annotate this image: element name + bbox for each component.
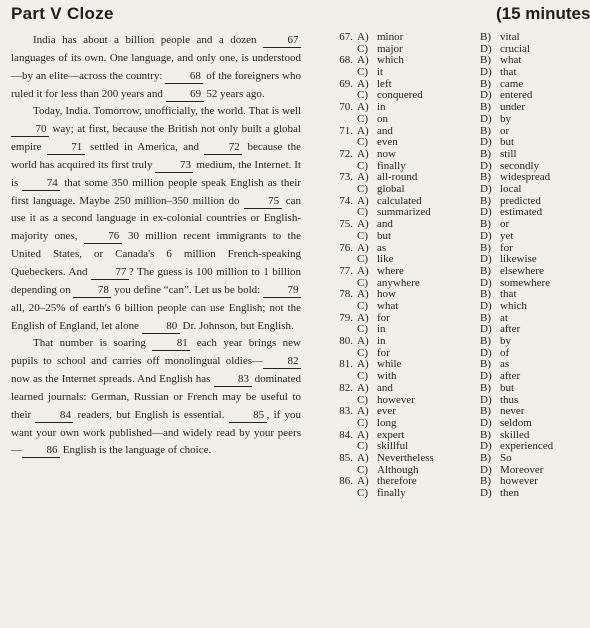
paragraph-1: [11, 32, 301, 103]
option-d[interactable]: by: [500, 112, 511, 125]
option-c-label: C): [357, 42, 368, 55]
passage-text: now as the Internet spreads. And English has: [11, 373, 214, 386]
option-a-label: A): [357, 381, 369, 394]
option-b-label: B): [480, 288, 491, 301]
option-c-label: C): [357, 136, 368, 149]
option-d-label: D): [480, 42, 492, 55]
question-options: [330, 453, 580, 476]
blank-67: 67: [263, 34, 301, 48]
blank-85: 85: [229, 409, 267, 423]
option-d-label: D): [480, 323, 492, 336]
blank-81: 81: [152, 337, 190, 351]
option-a-label: A): [357, 452, 369, 465]
option-c-label: C): [357, 393, 368, 406]
option-c-label: C): [357, 323, 368, 336]
passage-text: can use it as a second language in ex-colonial countries or English-majority ones,: [11, 194, 302, 243]
question-options: [330, 266, 580, 289]
option-a[interactable]: expert: [377, 428, 405, 441]
option-a[interactable]: left: [377, 77, 392, 90]
passage-text: all, 20–25% of earth's 6 billion people can use English; not the English of England, let alone: [11, 301, 301, 332]
option-b[interactable]: that: [500, 288, 517, 301]
option-c[interactable]: long: [377, 416, 397, 429]
option-b-label: B): [480, 54, 491, 67]
option-d-label: D): [480, 136, 492, 149]
option-c[interactable]: Although: [377, 463, 419, 476]
option-c[interactable]: finally: [377, 159, 406, 172]
option-a-label: A): [357, 194, 369, 207]
option-b[interactable]: never: [500, 405, 525, 418]
option-b[interactable]: predicted: [500, 194, 541, 207]
option-d[interactable]: entered: [500, 89, 533, 102]
option-c[interactable]: but: [377, 229, 392, 242]
option-a-label: A): [357, 31, 369, 43]
blank-68: 68: [165, 70, 203, 84]
question-options: [330, 243, 580, 266]
option-c[interactable]: for: [377, 346, 390, 359]
option-b-label: B): [480, 31, 491, 43]
option-d-label: D): [480, 159, 492, 172]
option-b-label: B): [480, 358, 491, 371]
option-c[interactable]: global: [377, 183, 405, 196]
option-d-label: D): [480, 206, 492, 219]
blank-72: 72: [204, 141, 242, 155]
option-b[interactable]: skilled: [500, 428, 530, 441]
option-a[interactable]: and: [377, 218, 393, 231]
question-number: 75.: [339, 218, 353, 231]
option-a-label: A): [357, 147, 369, 160]
option-b-label: B): [480, 171, 491, 184]
option-d-label: D): [480, 370, 492, 383]
option-b-label: B): [480, 475, 491, 488]
option-b[interactable]: elsewhere: [500, 264, 544, 277]
option-c-label: C): [357, 440, 368, 453]
question-options: [330, 476, 580, 499]
option-c[interactable]: like: [377, 253, 394, 266]
option-d[interactable]: crucial: [500, 42, 530, 55]
option-c[interactable]: however: [377, 393, 415, 406]
passage-text: way; at first, because the British not only built a global empire: [11, 123, 301, 154]
question-number: 84.: [339, 428, 353, 441]
option-c-label: C): [357, 276, 368, 289]
option-c[interactable]: even: [377, 136, 398, 149]
passage-text: English is the language of choice.: [60, 444, 212, 457]
question-number: 71.: [339, 124, 353, 137]
option-b[interactable]: still: [500, 147, 517, 160]
option-d-label: D): [480, 440, 492, 453]
question-options: [330, 219, 580, 242]
question-number: 72.: [339, 147, 353, 160]
option-c[interactable]: finally: [377, 487, 406, 500]
question-number: 83.: [339, 405, 353, 418]
option-a[interactable]: therefore: [377, 475, 417, 488]
option-c[interactable]: major: [377, 42, 403, 55]
option-a-label: A): [357, 101, 369, 114]
option-a[interactable]: as: [377, 241, 387, 254]
passage-text: 30 million recent immigrants to the United States, or Canada's 6 million French-speaking Quebeckers. And: [11, 230, 301, 278]
option-c-label: C): [357, 487, 368, 500]
option-d[interactable]: thus: [500, 393, 519, 406]
option-b[interactable]: came: [500, 77, 524, 90]
blank-84: 84: [35, 409, 73, 423]
option-b-label: B): [480, 101, 491, 114]
option-a-label: A): [357, 335, 369, 348]
option-b[interactable]: what: [500, 54, 522, 67]
question-options: [330, 383, 580, 406]
option-a[interactable]: calculated: [377, 194, 422, 207]
option-b[interactable]: by: [500, 335, 511, 348]
option-d[interactable]: likewise: [500, 253, 537, 266]
option-b-label: B): [480, 428, 491, 441]
option-a-label: A): [357, 288, 369, 301]
option-c-label: C): [357, 183, 368, 196]
option-b-label: B): [480, 311, 491, 324]
section-title: Part V Cloze: [11, 4, 114, 23]
blank-77: 77: [91, 266, 129, 280]
question-options: [330, 289, 580, 312]
blank-74: 74: [22, 177, 60, 191]
option-a[interactable]: which: [377, 54, 404, 67]
passage-text: of the foreigners who ruled it for less than 200 years and: [11, 69, 301, 100]
option-d[interactable]: after: [500, 370, 521, 383]
option-c-label: C): [357, 346, 368, 359]
option-b-label: B): [480, 147, 491, 160]
time-note: (15 minutes: [496, 4, 590, 23]
option-b[interactable]: as: [500, 358, 510, 371]
passage-text: Today, India. Tomorrow, unofficially, the world. That is well: [33, 105, 301, 118]
option-d-label: D): [480, 66, 492, 79]
passage-text: because the world has acquired its first truly: [11, 141, 301, 171]
passage-text: each year brings new pupils to school and carries off monolingual oldies—: [11, 337, 302, 368]
question-options: [330, 172, 580, 195]
option-c[interactable]: summarized: [377, 206, 431, 219]
blank-69: 69: [166, 88, 204, 102]
option-c-label: C): [357, 159, 368, 172]
option-c-label: C): [357, 463, 368, 476]
option-c[interactable]: on: [377, 112, 388, 125]
option-d[interactable]: which: [500, 299, 527, 312]
option-a-label: A): [357, 218, 369, 231]
passage-text: India has about a billion people and a dozen: [33, 34, 263, 46]
option-b-label: B): [480, 452, 491, 465]
passage-text: languages of its own. One language, and only one, is understood—by an elite—across the country:: [11, 51, 301, 82]
option-c[interactable]: conquered: [377, 89, 423, 102]
passage-text: , if you want your own work published—and widely read by your peers—: [11, 408, 301, 457]
blank-86: 86: [22, 444, 60, 458]
option-d-label: D): [480, 229, 492, 242]
option-c-label: C): [357, 416, 368, 429]
option-a[interactable]: now: [377, 147, 396, 160]
option-a-label: A): [357, 358, 369, 371]
question-options: [330, 359, 580, 382]
passage-text: that some 350 million people speak English as their first language. Maybe 250 million–350 million do: [11, 176, 301, 207]
option-a[interactable]: for: [377, 311, 390, 324]
question-options: [330, 336, 580, 359]
option-b-label: B): [480, 335, 491, 348]
question-number: 76.: [339, 241, 353, 254]
option-a-label: A): [357, 77, 369, 90]
question-number: 70.: [339, 101, 353, 114]
question-number: 67.: [339, 31, 353, 43]
option-b-label: B): [480, 124, 491, 137]
option-d-label: D): [480, 416, 492, 429]
option-d[interactable]: then: [500, 487, 519, 500]
option-c-label: C): [357, 370, 368, 383]
option-b-label: B): [480, 194, 491, 207]
option-a[interactable]: and: [377, 124, 393, 137]
option-d[interactable]: yet: [500, 229, 514, 242]
option-d-label: D): [480, 487, 492, 500]
option-b[interactable]: for: [500, 241, 513, 254]
passage-text: readers, but English is essential.: [73, 408, 229, 421]
paragraph-3: [11, 335, 301, 460]
option-d[interactable]: Moreover: [500, 463, 544, 476]
option-d-label: D): [480, 276, 492, 289]
option-c[interactable]: anywhere: [377, 276, 420, 289]
question-options: [330, 196, 580, 219]
blank-71: 71: [47, 141, 85, 155]
question-number: 86.: [339, 475, 353, 488]
option-d-label: D): [480, 112, 492, 125]
question-number: 81.: [339, 358, 353, 371]
passage-text: 52 years ago.: [203, 87, 265, 100]
blank-80: 80: [142, 320, 180, 334]
option-a[interactable]: while: [377, 358, 402, 371]
option-a[interactable]: in: [377, 101, 386, 114]
passage-text: ? The guess is 100 million to 1 billion depending on: [11, 265, 301, 296]
option-d[interactable]: estimated: [500, 206, 543, 219]
option-c-label: C): [357, 112, 368, 125]
option-a-label: A): [357, 405, 369, 418]
option-a[interactable]: in: [377, 335, 386, 348]
option-d-label: D): [480, 253, 492, 266]
option-c[interactable]: in: [377, 323, 386, 336]
option-b[interactable]: widespread: [500, 171, 551, 184]
option-a[interactable]: how: [377, 288, 396, 301]
question-options: [330, 313, 580, 336]
passage-text: dominated learned journals: German, Russian or French may be useful to their: [11, 373, 301, 421]
option-c-label: C): [357, 229, 368, 242]
option-d[interactable]: seldom: [500, 416, 532, 429]
question-number: 78.: [339, 288, 353, 301]
option-d[interactable]: but: [500, 136, 515, 149]
question-options: [330, 430, 580, 453]
cloze-passage: [11, 32, 301, 460]
passage-text: you define “can”. Let us be bold:: [111, 283, 263, 296]
option-d-label: D): [480, 346, 492, 359]
option-c-label: C): [357, 253, 368, 266]
option-a-label: A): [357, 54, 369, 67]
option-c[interactable]: it: [377, 66, 384, 79]
question-number: 77.: [339, 264, 353, 277]
option-d-label: D): [480, 299, 492, 312]
option-c-label: C): [357, 299, 368, 312]
option-b-label: B): [480, 77, 491, 90]
option-b[interactable]: or: [500, 124, 510, 137]
question-options: [330, 149, 580, 172]
paragraph-2: [11, 103, 301, 335]
option-c[interactable]: with: [377, 370, 397, 383]
option-a-label: A): [357, 171, 369, 184]
option-c[interactable]: what: [377, 299, 399, 312]
option-b-label: B): [480, 264, 491, 277]
option-d[interactable]: experienced: [500, 440, 554, 453]
option-c[interactable]: skillful: [377, 440, 409, 453]
option-a[interactable]: Nevertheless: [377, 452, 434, 465]
option-d[interactable]: of: [500, 346, 510, 359]
option-b-label: B): [480, 405, 491, 418]
option-b[interactable]: under: [500, 101, 526, 114]
option-a-label: A): [357, 311, 369, 324]
option-b[interactable]: but: [500, 381, 515, 394]
question-options: [330, 55, 580, 78]
passage-text: medium, the Internet. It is: [11, 158, 301, 189]
blank-82: 82: [263, 355, 301, 369]
blank-75: 75: [244, 195, 282, 209]
question-number: 85.: [339, 452, 353, 465]
option-a-label: A): [357, 428, 369, 441]
option-a-label: A): [357, 124, 369, 137]
option-d-label: D): [480, 89, 492, 102]
option-c-label: C): [357, 89, 368, 102]
question-options: [330, 32, 580, 55]
option-b-label: B): [480, 241, 491, 254]
option-d[interactable]: after: [500, 323, 521, 336]
option-d[interactable]: that: [500, 66, 517, 79]
blank-70: 70: [11, 123, 49, 137]
option-b[interactable]: at: [500, 311, 508, 324]
option-b[interactable]: So: [500, 452, 512, 465]
option-d-label: D): [480, 183, 492, 196]
option-b[interactable]: vital: [500, 31, 520, 43]
answer-options: [330, 32, 580, 500]
question-options: [330, 79, 580, 102]
option-a[interactable]: where: [377, 264, 404, 277]
blank-78: 78: [73, 284, 111, 298]
passage-text: That number is soaring: [33, 337, 153, 350]
option-b[interactable]: however: [500, 475, 538, 488]
question-number: 79.: [339, 311, 353, 324]
passage-text: Dr. Johnson, but English.: [179, 319, 294, 332]
blank-83: 83: [214, 373, 252, 387]
option-d[interactable]: secondly: [500, 159, 540, 172]
option-a[interactable]: all-round: [377, 171, 418, 184]
blank-79: 79: [263, 284, 301, 298]
question-options: [330, 102, 580, 125]
option-b-label: B): [480, 381, 491, 394]
option-a-label: A): [357, 241, 369, 254]
option-d-label: D): [480, 463, 492, 476]
question-number: 73.: [339, 171, 353, 184]
question-number: 69.: [339, 77, 353, 90]
question-options: [330, 126, 580, 149]
option-a-label: A): [357, 475, 369, 488]
option-a-label: A): [357, 264, 369, 277]
passage-text: settled in America, and: [84, 141, 205, 154]
question-number: 80.: [339, 335, 353, 348]
option-d-label: D): [480, 393, 492, 406]
option-d[interactable]: somewhere: [500, 276, 551, 289]
option-c-label: C): [357, 66, 368, 79]
question-options: [330, 406, 580, 429]
option-a[interactable]: minor: [377, 31, 404, 43]
option-b-label: B): [480, 218, 491, 231]
section-header: [0, 0, 590, 30]
blank-76: 76: [84, 230, 122, 244]
option-c-label: C): [357, 206, 368, 219]
question-number: 74.: [339, 194, 353, 207]
option-b[interactable]: or: [500, 218, 510, 231]
option-d[interactable]: local: [500, 183, 522, 196]
question-number: 82.: [339, 381, 353, 394]
option-a[interactable]: and: [377, 381, 393, 394]
option-a[interactable]: ever: [377, 405, 396, 418]
blank-73: 73: [155, 159, 193, 173]
question-number: 68.: [339, 54, 353, 67]
